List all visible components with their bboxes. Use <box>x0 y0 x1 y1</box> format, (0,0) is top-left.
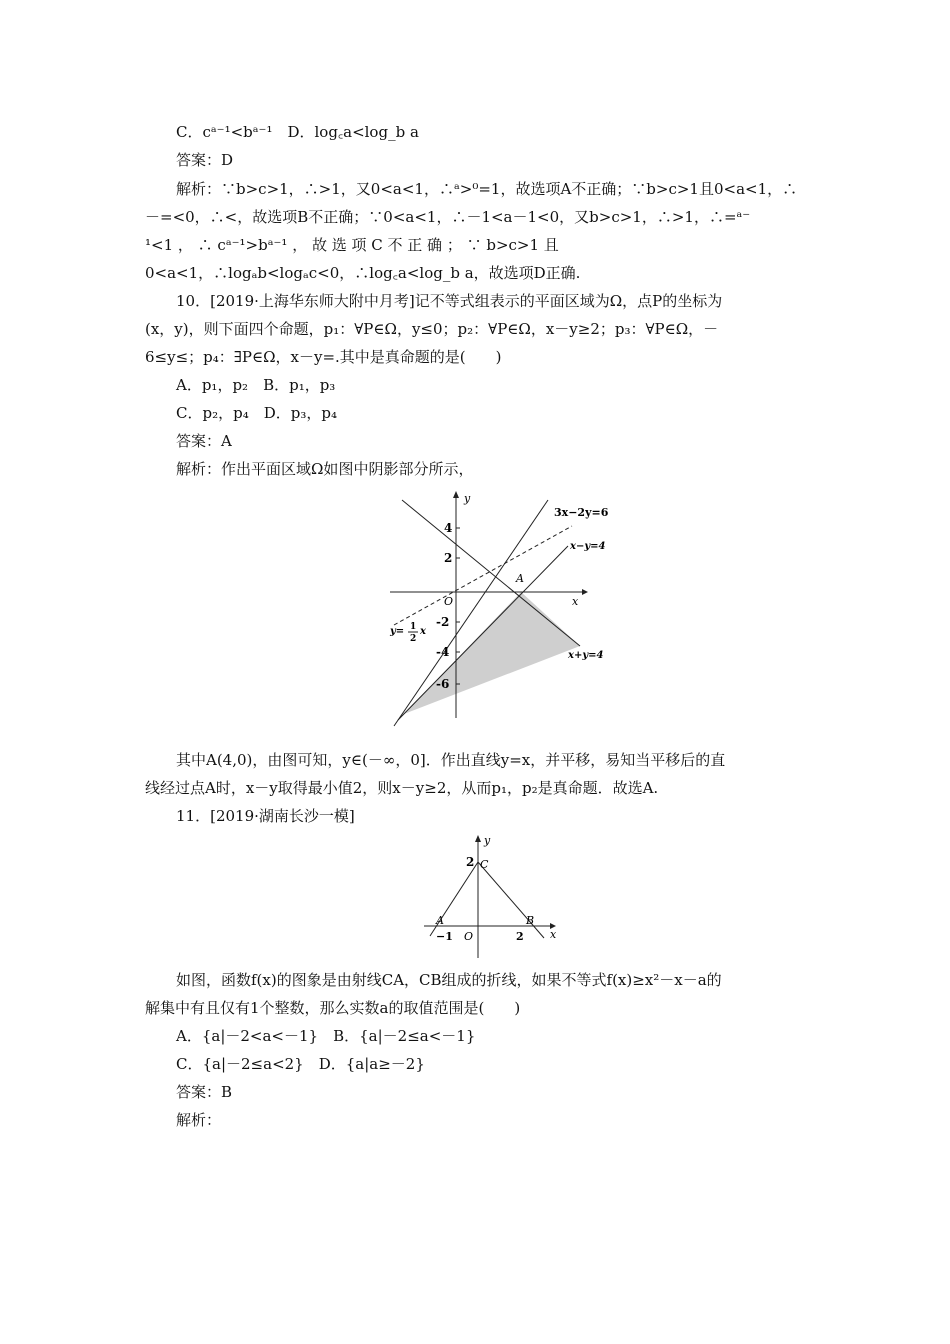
q9-option-cd: C．cᵃ⁻¹<bᵃ⁻¹ D．log꜀a<log_b a <box>176 123 419 141</box>
q10-after-line2: 线经过点A时，x－y取得最小值2，则x－y≥2，从而p₁，p₂是真命题．故选A. <box>145 779 659 797</box>
q9-explanation-line3: ¹<1 ， ∴ cᵃ⁻¹>bᵃ⁻¹ ， 故 选 项 C 不 正 确 ； ∵ b>c>1 且 <box>145 236 559 254</box>
tick-label-neg1: −1 <box>436 930 453 943</box>
q10-answer: 答案：A <box>176 432 232 450</box>
q11-explanation: 解析： <box>176 1111 222 1129</box>
q10-stem-line3: 6≤y≤；p₄：∃P∈Ω，x－y=.其中是真命题的是( ) <box>145 348 502 366</box>
origin-label: O <box>464 930 474 943</box>
q10-stem-line1: 10．[2019·上海华东师大附中月考]记不等式组表示的平面区域为Ω，点P的坐标为 <box>176 292 723 310</box>
point-c-label: C <box>480 858 489 871</box>
q9-explanation-line1: 解析：∵b>c>1，∴>1，又0<a<1，∴ᵃ>⁰=1，故选项A不正确；∵b>c>1且0<a<1，∴ <box>176 180 798 198</box>
q11-options-cd: C．{a|－2≤a<2} D．{a|a≥－2} <box>176 1055 425 1073</box>
label-frac-num: 1 <box>410 622 417 632</box>
x-axis-arrow <box>582 589 588 595</box>
point-a-label: A <box>516 572 524 585</box>
q11-stem-head: 11．[2019·湖南长沙一模] <box>176 807 355 825</box>
q11-function-graph <box>422 832 562 962</box>
axis-y-label: y <box>484 834 491 847</box>
q9-answer: 答案：D <box>176 151 234 169</box>
q10-options-cd: C．p₂，p₄ D．p₃，p₄ <box>176 404 337 422</box>
q10-after-line1: 其中A(4,0)，由图可知，y∈(－∞，0]．作出直线y=x，并平移，易知当平移后的直 <box>176 751 726 769</box>
line-y-half-x <box>394 526 572 625</box>
tick-label-4: 4 <box>444 521 453 535</box>
q9-explanation-line2: －=<0，∴<，故选项B不正确；∵0<a<1，∴－1<a－1<0，又b>c>1，∴>1，∴=ᵃ⁻ <box>145 208 751 226</box>
q11-stem-line2: 解集中有且仅有1个整数，那么实数a的取值范围是( ) <box>145 999 521 1017</box>
q10-explanation: 解析：作出平面区域Ω如图中阴影部分所示， <box>176 460 474 478</box>
label-frac-x: x <box>420 626 426 637</box>
tick-label-2: 2 <box>444 551 453 565</box>
q11-options-ab: A．{a|－2<a<－1} B．{a|－2≤a<－1} <box>176 1027 476 1045</box>
tick-label-neg6: -6 <box>436 677 450 691</box>
axis-y-label: y <box>464 492 471 505</box>
tick-label-2-x: 2 <box>516 930 524 943</box>
tick-label-2-y: 2 <box>466 855 475 869</box>
origin-label: O <box>444 595 454 608</box>
q11-answer: 答案：B <box>176 1083 233 1101</box>
tick-label-neg4: -4 <box>436 645 450 659</box>
shaded-region <box>404 592 580 714</box>
axis-x-label: x <box>572 595 579 608</box>
label-3x-2y-6: 3x−2y=6 <box>554 506 609 519</box>
tick-label-neg2: -2 <box>436 615 450 629</box>
label-x-plus-y-4: x+y=4 <box>568 650 604 661</box>
y-axis-arrow <box>453 491 459 498</box>
q11-stem-line1: 如图，函数f(x)的图象是由射线CA，CB组成的折线，如果不等式f(x)≥x²－x－a的 <box>176 971 722 989</box>
q9-explanation-line4: 0<a<1，∴logₐb<logₐc<0，∴log꜀a<log_b a，故选项D正确. <box>145 264 581 282</box>
axis-x-label: x <box>550 928 557 941</box>
q10-options-ab: A．p₁，p₂ B．p₁，p₃ <box>176 376 336 394</box>
q10-region-graph <box>376 488 636 736</box>
label-frac-den: 2 <box>410 634 417 644</box>
point-a-label: A <box>436 914 444 927</box>
ray-cb <box>478 862 544 938</box>
y-axis-arrow <box>475 835 481 842</box>
point-b-label: B <box>526 914 535 927</box>
label-y-eq: y= <box>390 626 405 637</box>
label-x-y-4: x−y=4 <box>570 541 606 552</box>
q10-stem-line2: (x，y)，则下面四个命题，p₁：∀P∈Ω，y≤0；p₂：∀P∈Ω，x－y≥2；p₃：∀P∈Ω，－ <box>145 320 719 338</box>
